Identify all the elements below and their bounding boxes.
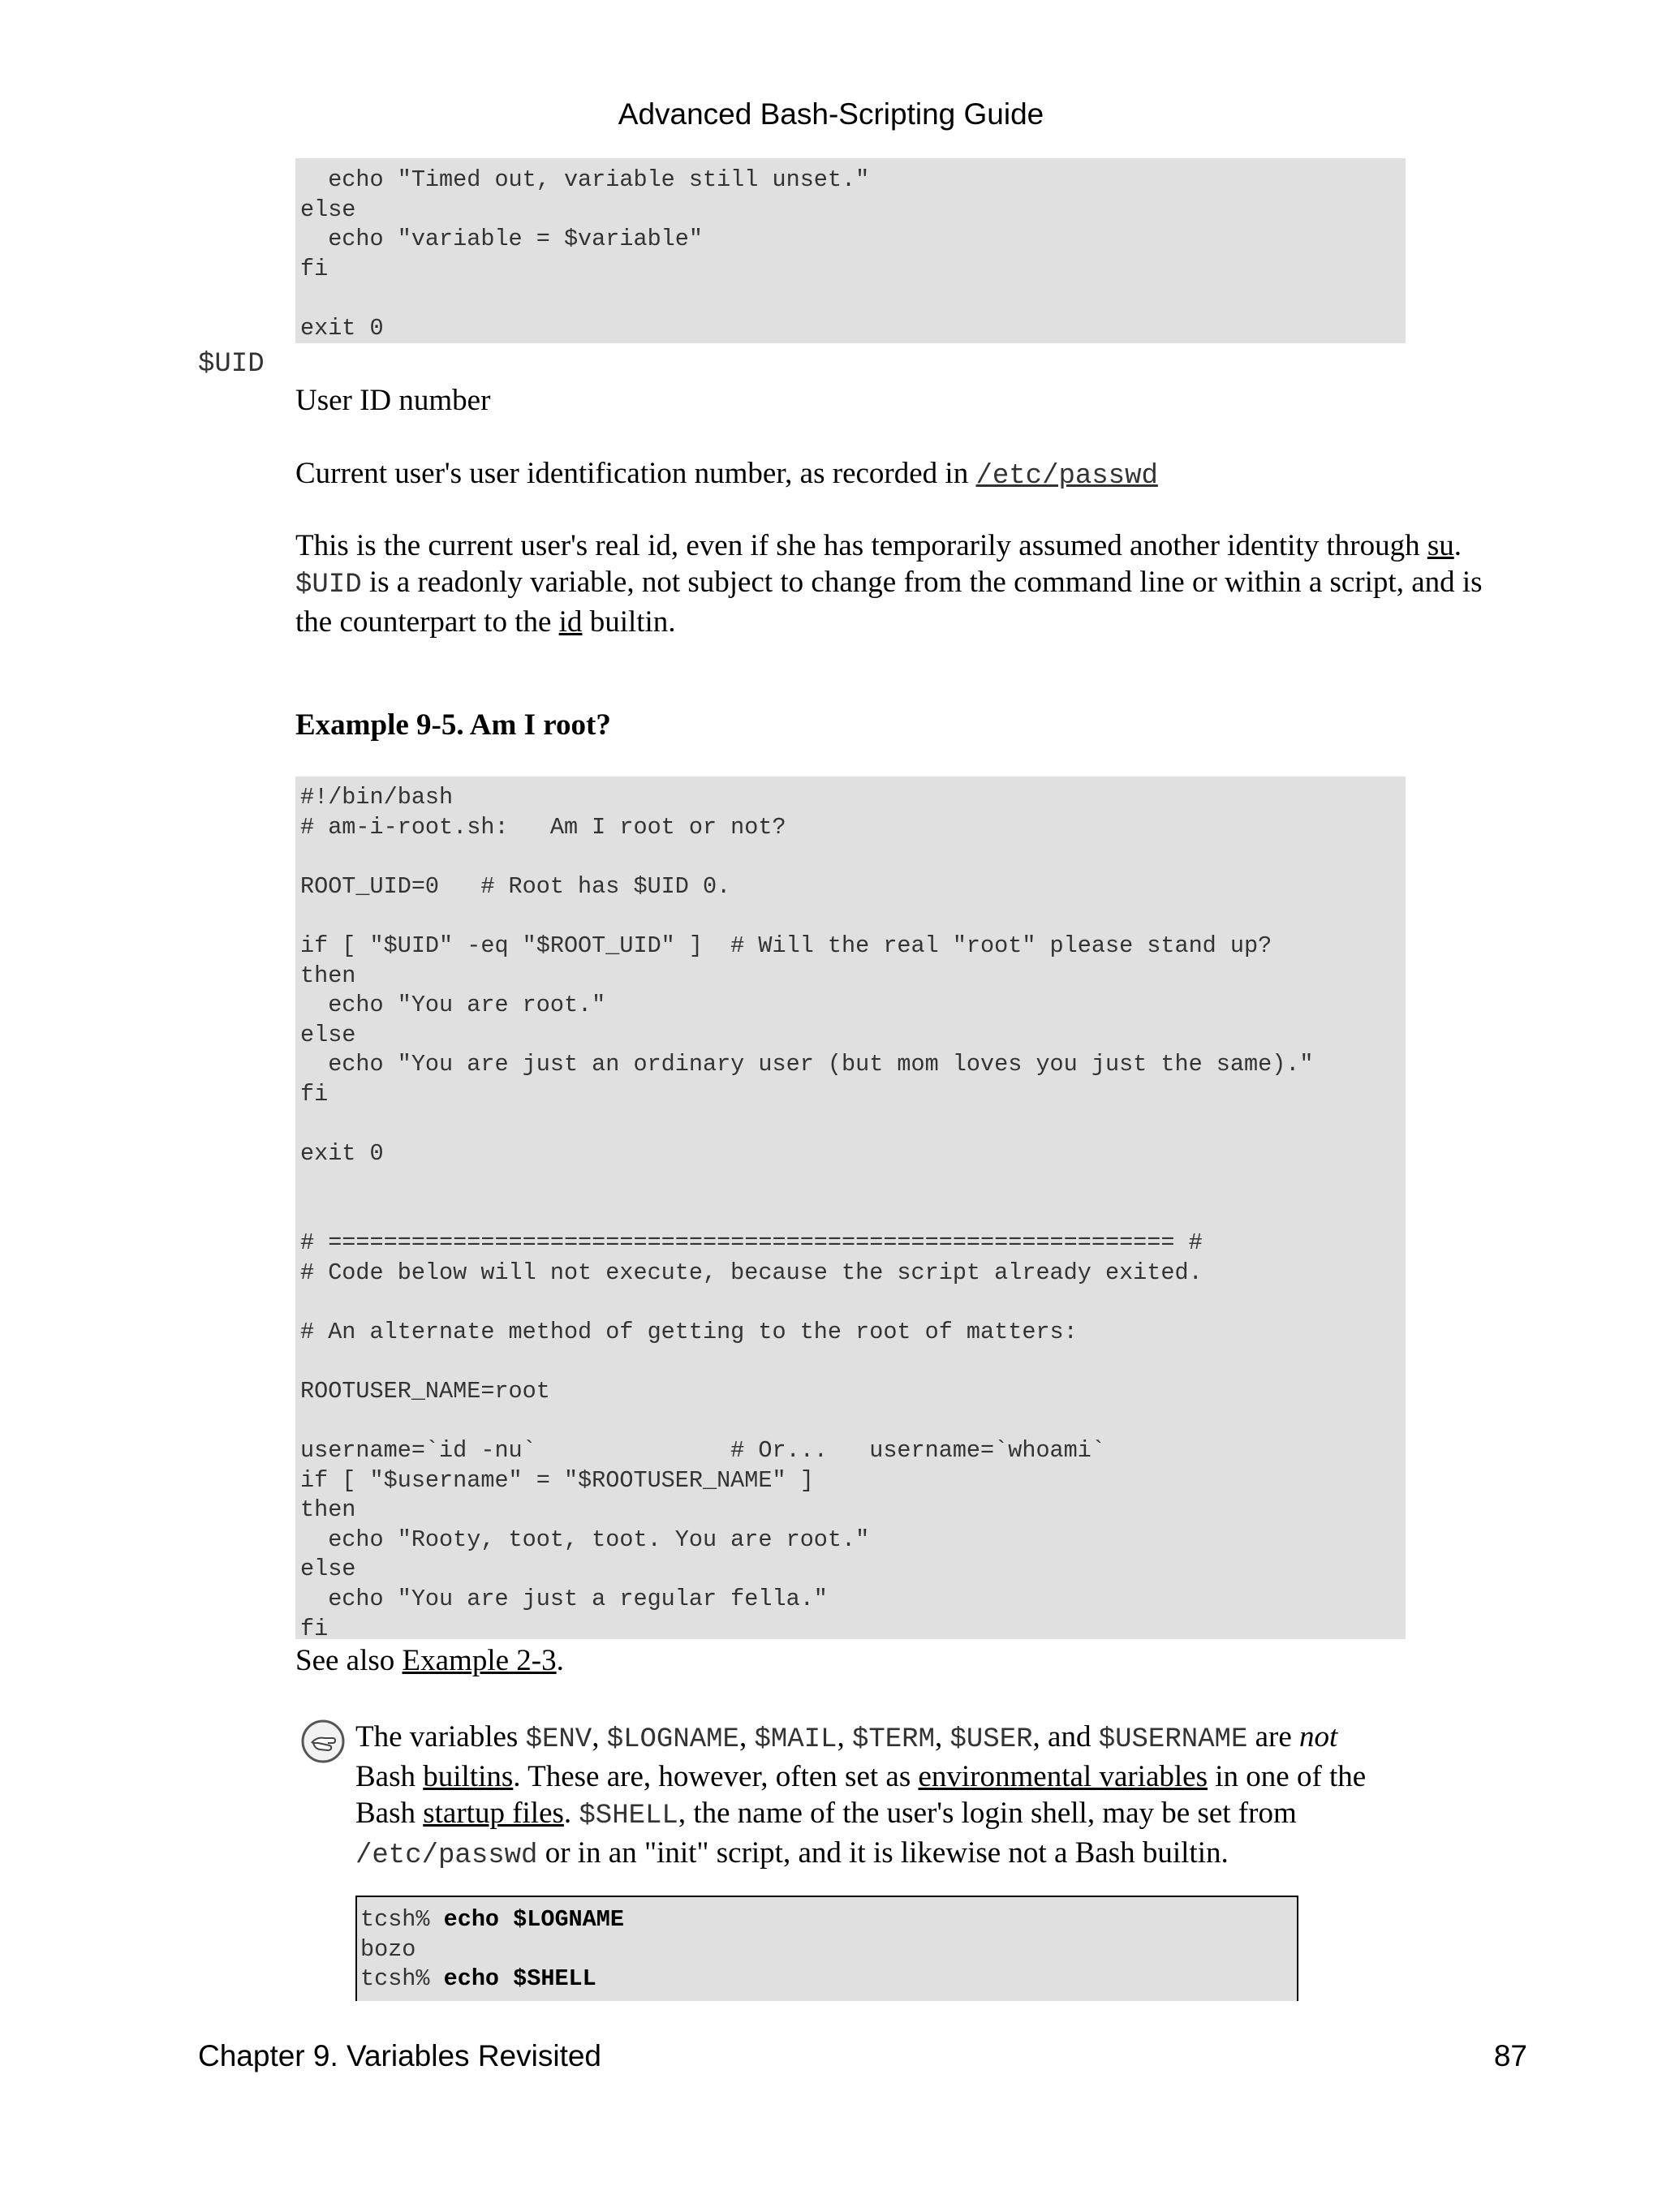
- code-top-line: echo "Timed out, variable still unset.": [300, 166, 870, 193]
- code-example-line: if [ "$UID" -eq "$ROOT_UID" ] # Will the real "root" please stand up?: [300, 932, 1272, 959]
- code-example-line: then: [300, 962, 356, 989]
- tcsh-line-2: bozo: [360, 1935, 416, 1963]
- uid-paragraph-2: [295, 527, 1513, 640]
- code-example-line: username=`id -nu` # Or... username=`whoami`: [300, 1437, 1105, 1465]
- startup-files-link[interactable]: startup files: [423, 1797, 564, 1830]
- code-example-line: then: [300, 1496, 356, 1524]
- var-username: $USERNAME: [1098, 1724, 1248, 1755]
- footer-chapter: Chapter 9. Variables Revisited: [198, 2039, 602, 2072]
- see-also: [295, 1642, 564, 1679]
- uid-p1-text: Current user's user identification number, as recorded in: [295, 457, 976, 490]
- note-t4: Bash: [355, 1760, 424, 1793]
- tcsh-cmd-1: echo $LOGNAME: [443, 1906, 624, 1933]
- code-block-top: [295, 158, 1406, 343]
- code-example-line: else: [300, 1556, 356, 1583]
- code-top-line: else: [300, 196, 356, 223]
- code-example-line: exit 0: [300, 1140, 384, 1168]
- code-top-line: fi: [300, 255, 329, 282]
- var-term: $TERM: [851, 1724, 935, 1755]
- environmental-variables-link[interactable]: environmental variables: [918, 1760, 1208, 1793]
- code-example-line: [300, 1347, 1406, 1377]
- var-shell: $SHELL: [579, 1801, 678, 1831]
- note-sep4: ,: [935, 1720, 950, 1754]
- code-example-line: ROOT_UID=0 # Root has $UID 0.: [300, 872, 731, 900]
- note-t8: .: [563, 1797, 579, 1830]
- tcsh-line-3: [360, 1965, 596, 1992]
- code-example-line: # Code below will not execute, because the script already exited.: [300, 1259, 1203, 1286]
- su-link[interactable]: su: [1427, 529, 1454, 562]
- uid-p2-a: This is the current user's real id, even if she has temporarily assumed another identity through: [295, 529, 1427, 562]
- note-sep2: ,: [738, 1720, 755, 1754]
- code-example-line: echo "You are just an ordinary user (but mom loves you just the same).": [300, 1051, 1314, 1078]
- note-t3: are: [1247, 1720, 1300, 1754]
- note-sep3: ,: [837, 1720, 852, 1754]
- tcsh-cmd-3: echo $SHELL: [443, 1965, 596, 1993]
- code-top-line: exit 0: [300, 314, 384, 342]
- term-uid: $UID: [198, 349, 265, 380]
- note-t7: Bash: [355, 1797, 424, 1830]
- uid-var: $UID: [295, 570, 362, 600]
- id-link[interactable]: id: [558, 605, 583, 639]
- code-example-line: if [ "$username" = "$ROOTUSER_NAME" ]: [300, 1466, 814, 1494]
- uid-short-desc: User ID number: [295, 384, 491, 417]
- note-t2: , and: [1032, 1720, 1099, 1754]
- note-sep1: ,: [592, 1720, 607, 1754]
- tcsh-line-1: [360, 1906, 624, 1933]
- note-t10: or in an "init" script, and it is likewise not a Bash builtin.: [537, 1836, 1229, 1870]
- code-example-line: [300, 842, 1406, 872]
- code-example-line: [300, 1288, 1406, 1318]
- var-passwd: /etc/passwd: [355, 1840, 538, 1871]
- code-example-line: ROOTUSER_NAME=root: [300, 1377, 550, 1405]
- builtins-link[interactable]: builtins: [423, 1760, 514, 1793]
- uid-p2-c: is a readonly variable, not subject to change from the command line or within a script, and is: [361, 566, 1483, 599]
- code-example-line: fi: [300, 1615, 329, 1639]
- var-user: $USER: [949, 1724, 1033, 1755]
- var-env: $ENV: [525, 1724, 592, 1755]
- code-example-line: [300, 902, 1406, 932]
- tcsh-prompt-3: tcsh%: [360, 1965, 430, 1993]
- note-t6: in one of the: [1208, 1760, 1367, 1793]
- note-t1: The variables: [355, 1720, 526, 1754]
- tcsh-example-box: [355, 1896, 1298, 2001]
- code-example-line: #!/bin/bash: [300, 784, 454, 811]
- code-top-line: echo "variable = $variable": [300, 226, 703, 253]
- code-example-line: [300, 1406, 1406, 1436]
- note-t5: . These are, however, often set as: [513, 1760, 919, 1793]
- code-example-line: echo "Rooty, toot, toot. You are root.": [300, 1526, 870, 1553]
- tcsh-prompt-1: tcsh%: [360, 1906, 430, 1933]
- note-not: not: [1299, 1720, 1338, 1754]
- see-also-suffix: .: [556, 1644, 564, 1677]
- footer-page-number: 87: [1493, 2039, 1527, 2072]
- code-top-line: [300, 284, 1406, 314]
- see-also-prefix: See also: [295, 1644, 403, 1677]
- var-mail: $MAIL: [754, 1724, 837, 1755]
- uid-paragraph-1: [295, 455, 1158, 495]
- code-example-line: # An alternate method of getting to the root of matters:: [300, 1318, 1078, 1345]
- note-hand-icon: [300, 1719, 346, 1764]
- page-header: Advanced Bash-Scripting Guide: [618, 97, 1044, 131]
- code-example-line: [300, 1110, 1406, 1140]
- code-example-line: else: [300, 1021, 356, 1048]
- code-example-line: # am-i-root.sh: Am I root or not?: [300, 813, 786, 841]
- code-example-line: [300, 1169, 1406, 1199]
- example-title: Example 9-5. Am I root?: [295, 708, 611, 742]
- code-example-line: [300, 1199, 1406, 1229]
- code-example-line: echo "You are root.": [300, 992, 606, 1019]
- code-example-line: echo "You are just a regular fella.": [300, 1586, 828, 1613]
- var-logname: $LOGNAME: [606, 1724, 739, 1755]
- code-example-line: fi: [300, 1080, 329, 1108]
- passwd-link[interactable]: /etc/passwd: [975, 461, 1158, 492]
- note-t9: , the name of the user's login shell, may be set from: [678, 1797, 1297, 1830]
- example-2-3-link[interactable]: Example 2-3: [402, 1644, 557, 1677]
- uid-p2-b: .: [1453, 529, 1462, 562]
- code-block-example: [295, 777, 1406, 1639]
- code-example-line: # ============================================================= #: [300, 1229, 1203, 1256]
- note-text: [355, 1719, 1410, 1874]
- uid-p2-e: builtin.: [582, 605, 676, 639]
- uid-p2-d: the counterpart to the: [295, 605, 559, 639]
